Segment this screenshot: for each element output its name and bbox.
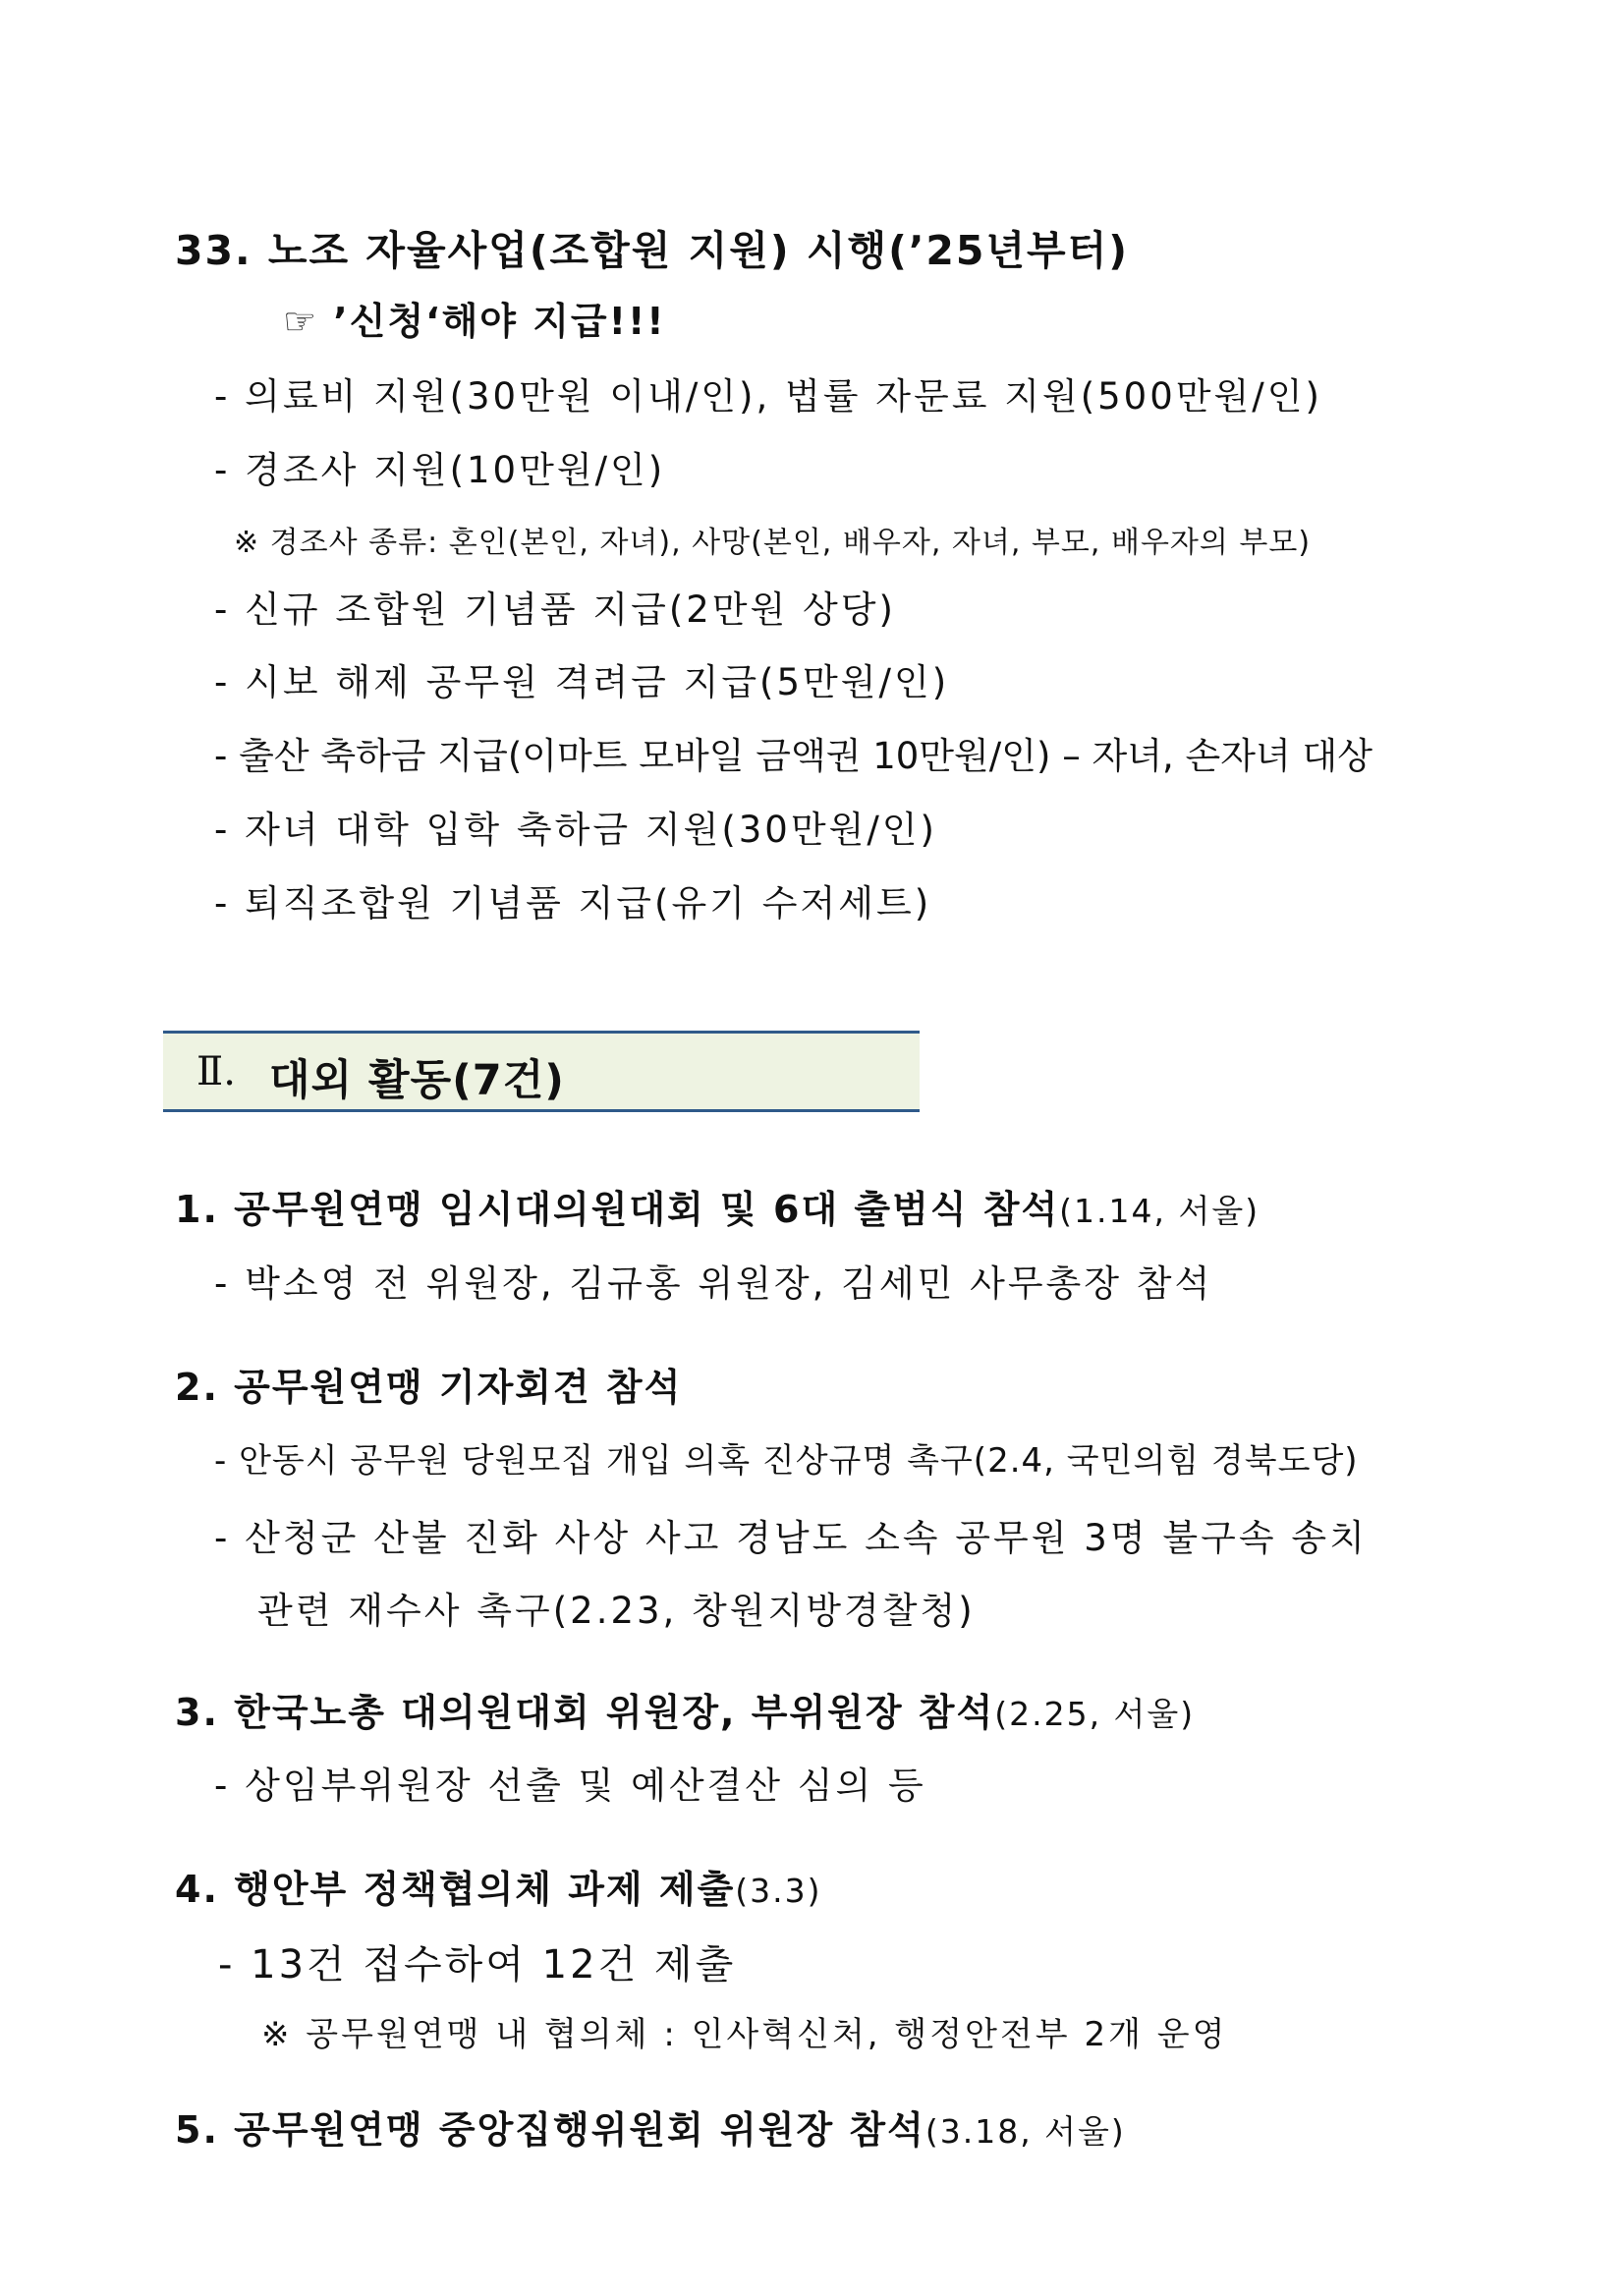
note: ※ 경조사 종류: 혼인(본인, 자녀), 사망(본인, 배우자, 자녀, 부모, 배우자의 부모) <box>234 526 1312 560</box>
list-item: - 13건 접수하여 12건 제출 <box>218 1942 737 1988</box>
list-item: - 신규 조합원 기념품 지급(2만원 상당) <box>214 588 896 631</box>
entry-title <box>175 2100 1126 2154</box>
entry-heading: 4. 행안부 정책협의체 과제 제출 <box>175 1868 736 1911</box>
section-33-title: 33. 노조 자율사업(조합원 지원) 시행(’25년부터) <box>175 227 1130 274</box>
entry-date-place: (1.14, 서울) <box>1059 1192 1260 1230</box>
section-header <box>163 1031 920 1112</box>
list-item: - 의료비 지원(30만원 이내/인), 법률 자문료 지원(500만원/인) <box>214 375 1322 418</box>
list-item: - 출산 축하금 지급(이마트 모바일 금액권 10만원/인) – 자녀, 손자녀 대상 <box>214 735 1372 777</box>
list-item: - 산청군 산불 진화 사상 사고 경남도 소속 공무원 3명 불구속 송치 <box>214 1517 1368 1559</box>
entry-title <box>175 1682 1195 1736</box>
list-item: - 경조사 지원(10만원/인) <box>214 449 666 491</box>
note: ※ 공무원연맹 내 협의체 : 인사혁신처, 행정안전부 2개 운영 <box>261 2015 1228 2054</box>
entry-date-place: (3.3) <box>735 1872 822 1910</box>
entry-title <box>175 1859 822 1913</box>
list-item: - 안동시 공무원 당원모집 개입 의혹 진상규명 촉구(2.4, 국민의힘 경북도당) <box>214 1441 1359 1481</box>
list-item-continuation: 관련 재수사 촉구(2.23, 창원지방경찰청) <box>257 1590 976 1632</box>
entry-heading: 5. 공무원연맹 중앙집행위원회 위원장 참석 <box>175 2108 925 2152</box>
entry-date-place: (3.18, 서울) <box>924 2112 1126 2151</box>
entry-date-place: (2.25, 서울) <box>994 1695 1196 1733</box>
entry-heading: 3. 한국노총 대의원대회 위원장, 부위원장 참석 <box>175 1691 995 1734</box>
list-item: - 시보 해제 공무원 격려금 지급(5만원/인) <box>214 661 950 703</box>
list-item: - 박소영 전 위원장, 김규홍 위원장, 김세민 사무총장 참석 <box>214 1262 1213 1305</box>
section-number: Ⅱ. <box>196 1049 236 1094</box>
list-item: - 상임부위원장 선출 및 예산결산 심의 등 <box>214 1764 926 1807</box>
entry-title <box>175 1357 682 1411</box>
section-title: 대외 활동(7건) <box>269 1056 565 1105</box>
entry-heading: 2. 공무원연맹 기자회견 참석 <box>175 1366 683 1409</box>
list-item: - 퇴직조합원 기념품 지급(유기 수저세트) <box>214 882 932 924</box>
list-item: - 자녀 대학 입학 축하금 지원(30만원/인) <box>214 809 937 851</box>
entry-heading: 1. 공무원연맹 임시대의원대회 및 6대 출범식 참석 <box>175 1188 1060 1231</box>
apply-notice: ☞ ’신청‘해야 지급!!! <box>283 300 666 343</box>
entry-title <box>175 1179 1260 1233</box>
